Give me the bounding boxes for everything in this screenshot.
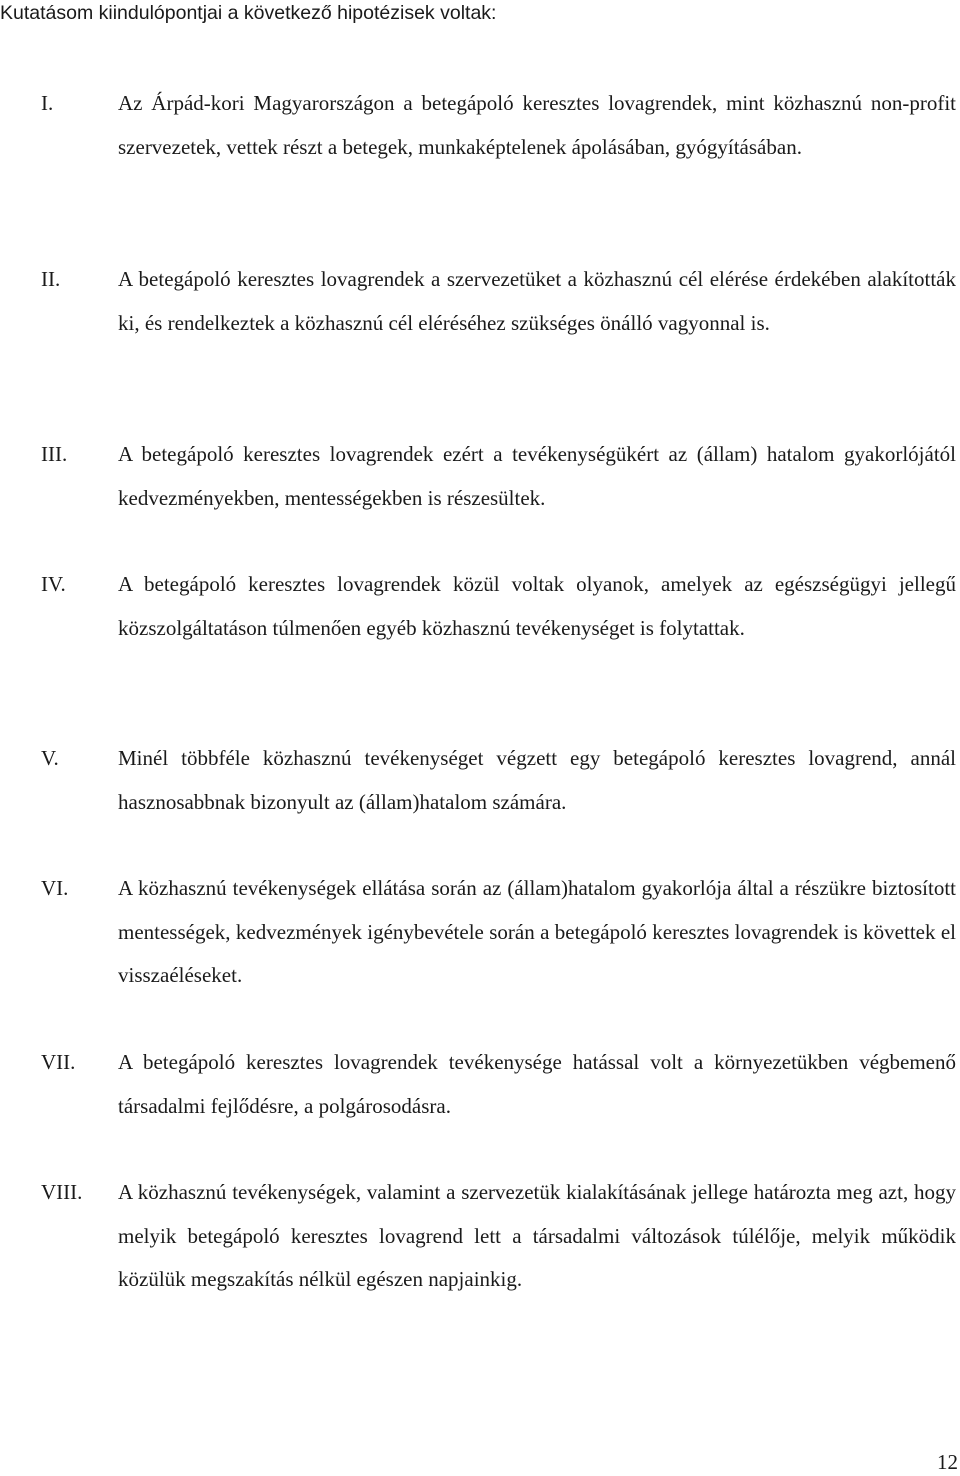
hypothesis-text: A betegápoló keresztes lovagrendek közül voltak olyanok, amelyek az egészségügyi jellegű közszolgáltatáson túlmenően egyéb közhasznú tevékenységet is folytattak. <box>118 572 956 640</box>
page-number: 12 <box>937 1450 958 1474</box>
hypothesis-item-2 <box>0 258 960 345</box>
hypothesis-number: IV. <box>41 572 66 596</box>
hypothesis-number: II. <box>41 267 61 291</box>
hypothesis-text: A betegápoló keresztes lovagrendek tevékenysége hatással volt a környezetükben végbemenő társadalmi fejlődésre, a polgárosodásra. <box>118 1050 956 1118</box>
hypothesis-text: A betegápoló keresztes lovagrendek ezért a tevékenységükért az (állam) hatalom gyakorlójától kedvezményekben, mentességekben is részesültek. <box>118 442 956 510</box>
hypothesis-number: VIII. <box>41 1180 83 1204</box>
hypothesis-item-3 <box>0 433 960 520</box>
hypothesis-text: Az Árpád-kori Magyarországon a betegápoló keresztes lovagrendek, mint közhasznú non-profit szervezetek, vettek részt a betegek, munkaképtelenek ápolásában, gyógyításában. <box>118 91 956 159</box>
hypothesis-item-1 <box>0 82 960 169</box>
hypothesis-text: A közhasznú tevékenységek, valamint a szervezetük kialakításának jellege határozta meg azt, hogy melyik betegápoló keresztes lovagrend lett a társadalmi változások túlélője, melyik működik közülük megszakítás nélkül egészen napjainkig. <box>118 1180 956 1291</box>
hypothesis-item-7 <box>0 1041 960 1128</box>
hypothesis-item-8 <box>0 1171 960 1302</box>
hypothesis-number: I. <box>41 91 54 115</box>
hypothesis-item-6 <box>0 867 960 998</box>
hypothesis-text: Minél többféle közhasznú tevékenységet végzett egy betegápoló keresztes lovagrend, annál hasznosabbnak bizonyult az (állam)hatalom számára. <box>118 746 956 814</box>
hypothesis-number: VI. <box>41 876 69 900</box>
intro-sentence: Kutatásom kiindulópontjai a következő hipotézisek voltak: <box>0 2 497 24</box>
hypothesis-number: V. <box>41 746 59 770</box>
hypothesis-number: VII. <box>41 1050 76 1074</box>
hypothesis-item-5 <box>0 737 960 824</box>
hypothesis-text: A közhasznú tevékenységek ellátása során az (állam)hatalom gyakorlója által a részükre biztosított mentességek, kedvezmények igénybevétele során a betegápoló keresztes lovagrendek is követtek el visszaéléseket. <box>118 876 956 987</box>
hypothesis-number: III. <box>41 442 68 466</box>
hypothesis-item-4 <box>0 563 960 650</box>
hypothesis-text: A betegápoló keresztes lovagrendek a szervezetüket a közhasznú cél elérése érdekében alakították ki, és rendelkeztek a közhasznú cél eléréséhez szükséges önálló vagyonnal is. <box>118 267 956 335</box>
